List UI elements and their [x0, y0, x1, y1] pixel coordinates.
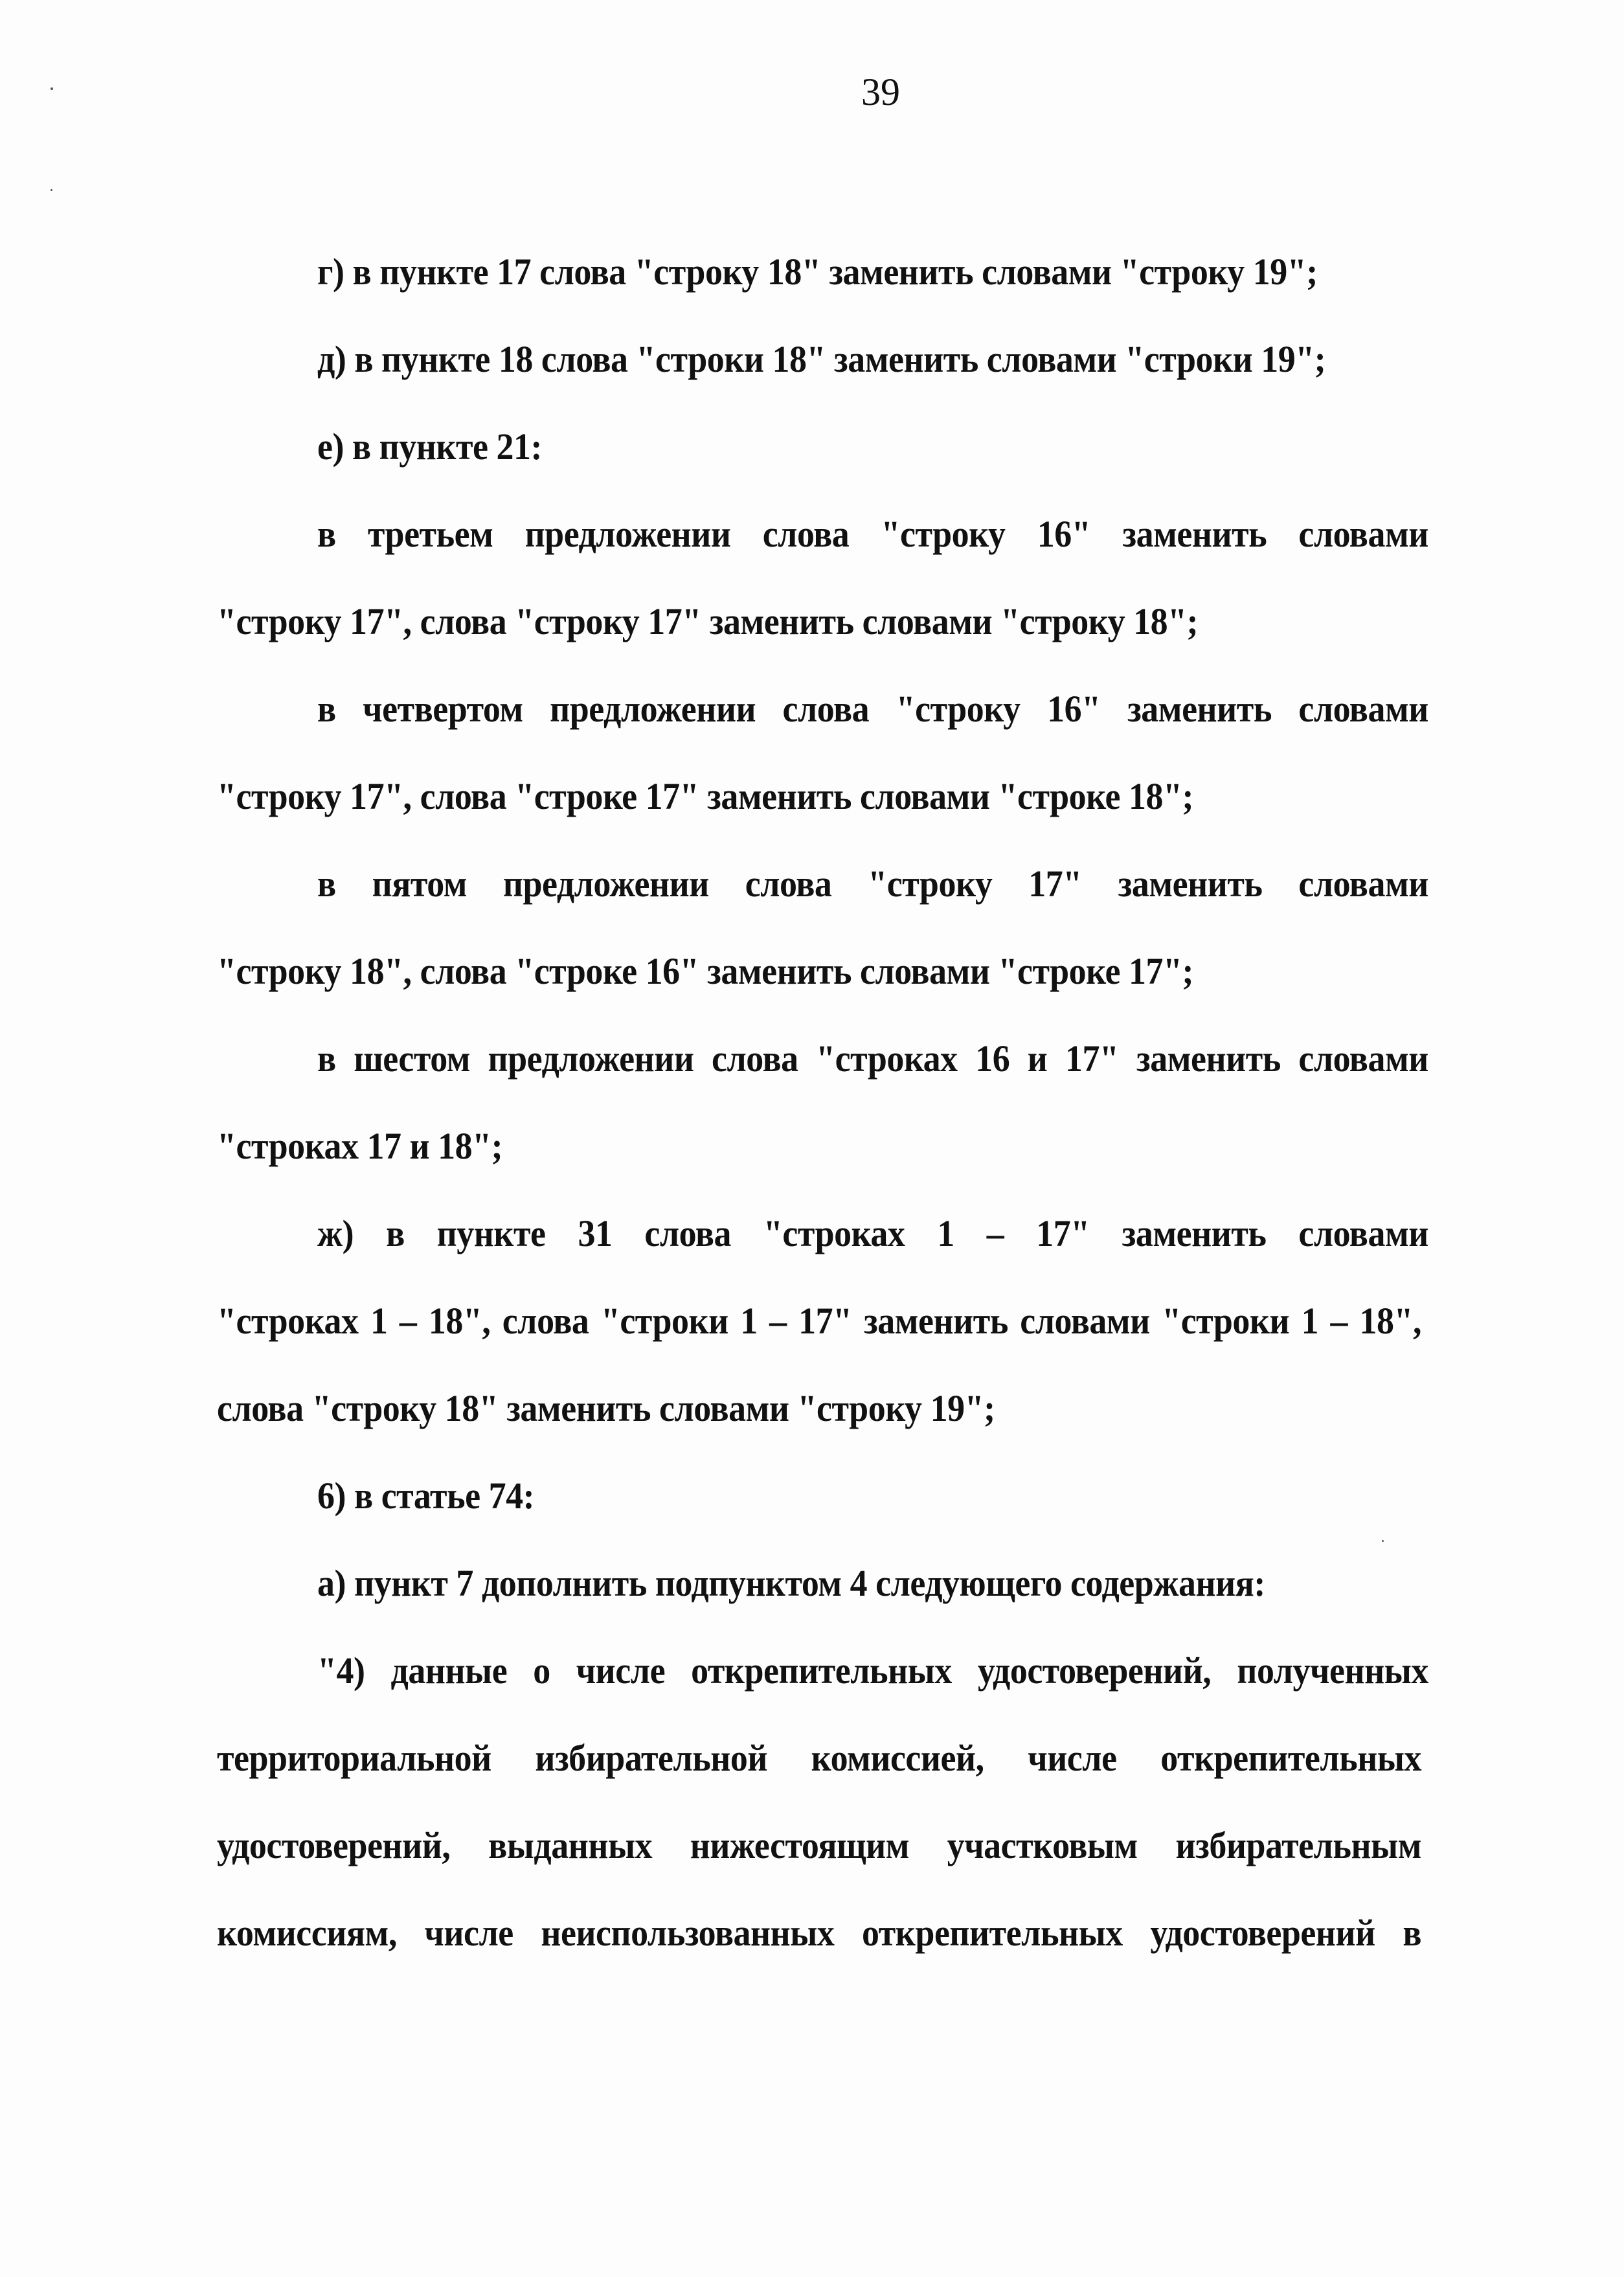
- text-line: [317, 490, 1428, 578]
- text-line: [317, 1452, 1533, 1539]
- line-text: в пятом предложении слова "строку 17" заменить словами: [317, 863, 1428, 905]
- scan-speck: [51, 87, 53, 90]
- text-line: [217, 927, 1526, 1015]
- text-line: [217, 1714, 1421, 1802]
- text-line: [317, 228, 1533, 315]
- text-line: [317, 840, 1428, 927]
- text-line: [317, 403, 1533, 490]
- text-line: [217, 1102, 1526, 1190]
- line-text: территориальной избирательной комиссией, числе открепительных: [217, 1737, 1421, 1779]
- line-text: е) в пункте 21:: [317, 425, 543, 468]
- text-line: [317, 1015, 1428, 1102]
- line-text: 6) в статье 74:: [317, 1475, 535, 1517]
- line-text: комиссиям, числе неиспользованных открепительных удостоверений в: [217, 1912, 1421, 1954]
- line-text: "строку 18", слова "строке 16" заменить словами "строке 17";: [217, 950, 1193, 992]
- line-text: "строку 17", слова "строке 17" заменить словами "строке 18";: [217, 775, 1193, 817]
- text-line: [217, 1365, 1526, 1452]
- line-text: "4) данные о числе открепительных удостоверений, полученных: [317, 1649, 1428, 1692]
- line-text: д) в пункте 18 слова "строки 18" заменить словами "строки 19";: [317, 338, 1326, 380]
- line-text: ж) в пункте 31 слова "строках 1 – 17" заменить словами: [317, 1212, 1428, 1254]
- text-line: [317, 315, 1533, 403]
- text-line: [317, 1627, 1428, 1714]
- text-line: [217, 753, 1526, 840]
- line-text: "строках 1 – 18", слова "строки 1 – 17" заменить словами "строки 1 – 18",: [217, 1300, 1421, 1342]
- line-text: "строках 17 и 18";: [217, 1125, 503, 1167]
- line-text: в четвертом предложении слова "строку 16" заменить словами: [317, 688, 1428, 730]
- text-line: [217, 1277, 1421, 1365]
- text-line: [317, 665, 1428, 753]
- line-text: г) в пункте 17 слова "строку 18" заменить словами "строку 19";: [317, 251, 1318, 293]
- text-line: [217, 1802, 1421, 1889]
- document-body: [0, 228, 1624, 1977]
- line-text: в шестом предложении слова "строках 16 и 17" заменить словами: [317, 1037, 1428, 1080]
- text-line: [317, 1539, 1533, 1627]
- text-line: [217, 1889, 1421, 1977]
- page-number: 39: [861, 71, 900, 113]
- line-text: слова "строку 18" заменить словами "строку 19";: [217, 1387, 995, 1429]
- text-line: [317, 1190, 1428, 1277]
- line-text: "строку 17", слова "строку 17" заменить словами "строку 18";: [217, 600, 1199, 642]
- line-text: а) пункт 7 дополнить подпунктом 4 следующего содержания:: [317, 1562, 1265, 1604]
- text-line: [217, 578, 1526, 665]
- line-text: в третьем предложении слова "строку 16" заменить словами: [317, 513, 1428, 555]
- scan-speck: [51, 189, 52, 191]
- line-text: удостоверений, выданных нижестоящим участковым избирательным: [217, 1824, 1421, 1866]
